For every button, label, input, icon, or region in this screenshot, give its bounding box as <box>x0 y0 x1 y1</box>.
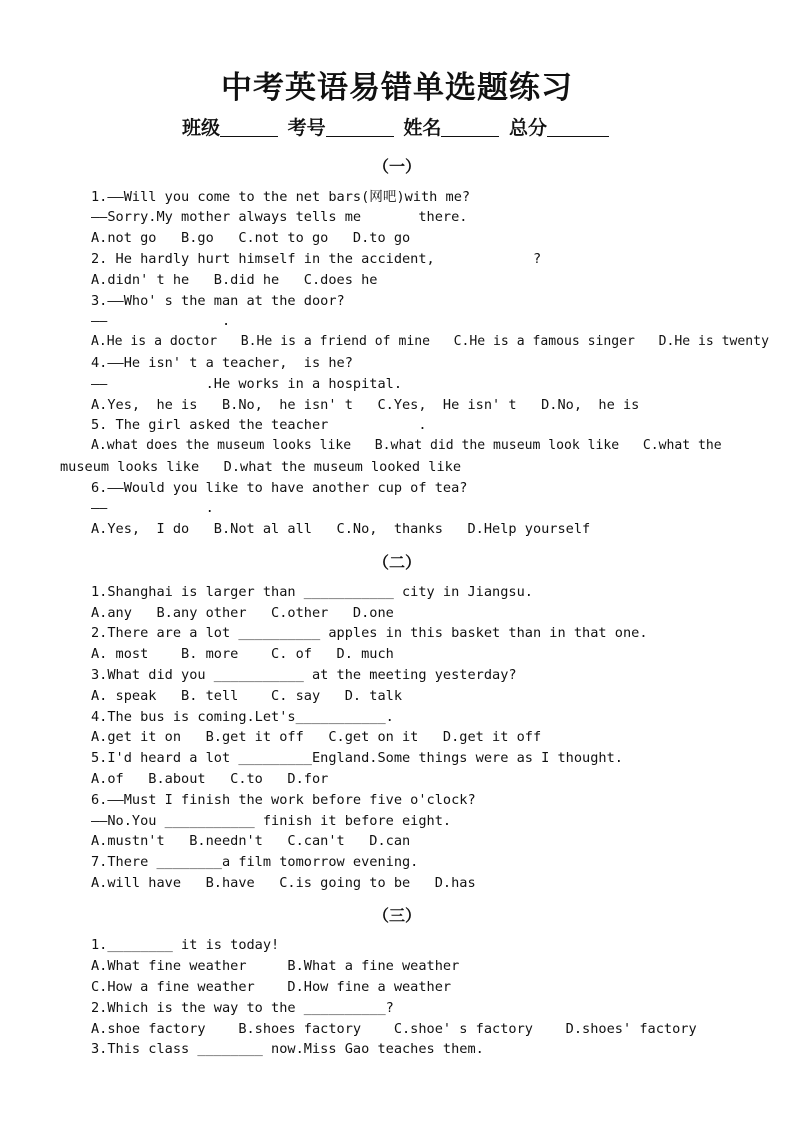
question-line: 3.This class ________ now.Miss Gao teaches them. <box>91 1041 484 1057</box>
class-label: 班级 <box>182 117 221 139</box>
score-blank <box>547 116 609 137</box>
question-line: 5.I'd heard a lot _________England.Some things were as I thought. <box>91 750 623 766</box>
section-heading-1: （一） <box>372 157 421 176</box>
options-line: museum looks like D.what the museum looked like <box>60 459 462 475</box>
name-label: 姓名 <box>403 117 442 139</box>
student-info-fields <box>0 113 794 140</box>
options-line: A.get it on B.get it off C.get on it D.get it off <box>91 729 542 745</box>
question-line: 1.——Will you come to the net bars(网吧)with me? <box>91 189 471 205</box>
question-line: 1.Shanghai is larger than ___________ city in Jiangsu. <box>91 584 533 600</box>
options-line: C.How a fine weather D.How fine a weather <box>91 979 452 995</box>
exam-number-label: 考号 <box>287 117 326 139</box>
question-line: ——No.You ___________ finish it before eight. <box>91 813 452 829</box>
question-line: 2.There are a lot __________ apples in this basket than in that one. <box>91 625 648 641</box>
question-line: 7.There ________a film tomorrow evening. <box>91 854 419 870</box>
section-heading-3: （三） <box>372 906 421 925</box>
options-line: A.What fine weather B.What a fine weather <box>91 958 460 974</box>
question-line: 5. The girl asked the teacher . <box>91 417 427 433</box>
question-line: —— .He works in a hospital. <box>91 376 402 392</box>
page-title: 中考英语易错单选题练习 <box>221 70 573 106</box>
score-label: 总分 <box>508 117 547 139</box>
class-blank <box>220 116 278 137</box>
options-line: A.Yes, he is B.No, he isn' t C.Yes, He isn' t D.No, he is <box>91 397 640 413</box>
options-line: A.mustn't B.needn't C.can't D.can <box>91 833 411 849</box>
question-line: 2.Which is the way to the __________? <box>91 1000 394 1016</box>
options-line: A.shoe factory B.shoes factory C.shoe' s factory D.shoes' factory <box>91 1021 697 1037</box>
question-line: 6.——Must I finish the work before five o'clock? <box>91 792 476 808</box>
section-heading-2: （二） <box>372 553 421 572</box>
question-line: ——Sorry.My mother always tells me there. <box>91 209 468 225</box>
options-line: A.of B.about C.to D.for <box>91 771 329 787</box>
question-line: —— . <box>91 500 214 516</box>
options-line: A.Yes, I do B.Not al all C.No, thanks D.Help yourself <box>91 521 591 537</box>
options-line: A.didn' t he B.did he C.does he <box>91 272 378 288</box>
options-line: A. speak B. tell C. say D. talk <box>91 688 402 704</box>
options-line: A.will have B.have C.is going to be D.has <box>91 875 476 891</box>
options-line: A. most B. more C. of D. much <box>91 646 394 662</box>
question-line: 1.________ it is today! <box>91 937 280 953</box>
options-line: A.any B.any other C.other D.one <box>91 605 394 621</box>
question-line: 2. He hardly hurt himself in the accident, ? <box>91 251 542 267</box>
options-line: A.He is a doctor B.He is a friend of mine C.He is a famous singer D.He is twenty <box>91 334 769 349</box>
question-line: 6.——Would you like to have another cup of tea? <box>91 480 468 496</box>
question-line: 3.What did you ___________ at the meeting yesterday? <box>91 667 517 683</box>
question-line: 3.——Who' s the man at the door? <box>91 293 345 309</box>
options-line: A.not go B.go C.not to go D.to go <box>91 230 411 246</box>
exam-number-blank <box>326 116 394 137</box>
question-line: —— . <box>91 313 231 329</box>
question-line: 4.——He isn' t a teacher, is he? <box>91 355 353 371</box>
options-line: A.what does the museum looks like B.what did the museum look like C.what the <box>91 438 722 453</box>
name-blank <box>441 116 499 137</box>
question-line: 4.The bus is coming.Let's___________. <box>91 709 394 725</box>
